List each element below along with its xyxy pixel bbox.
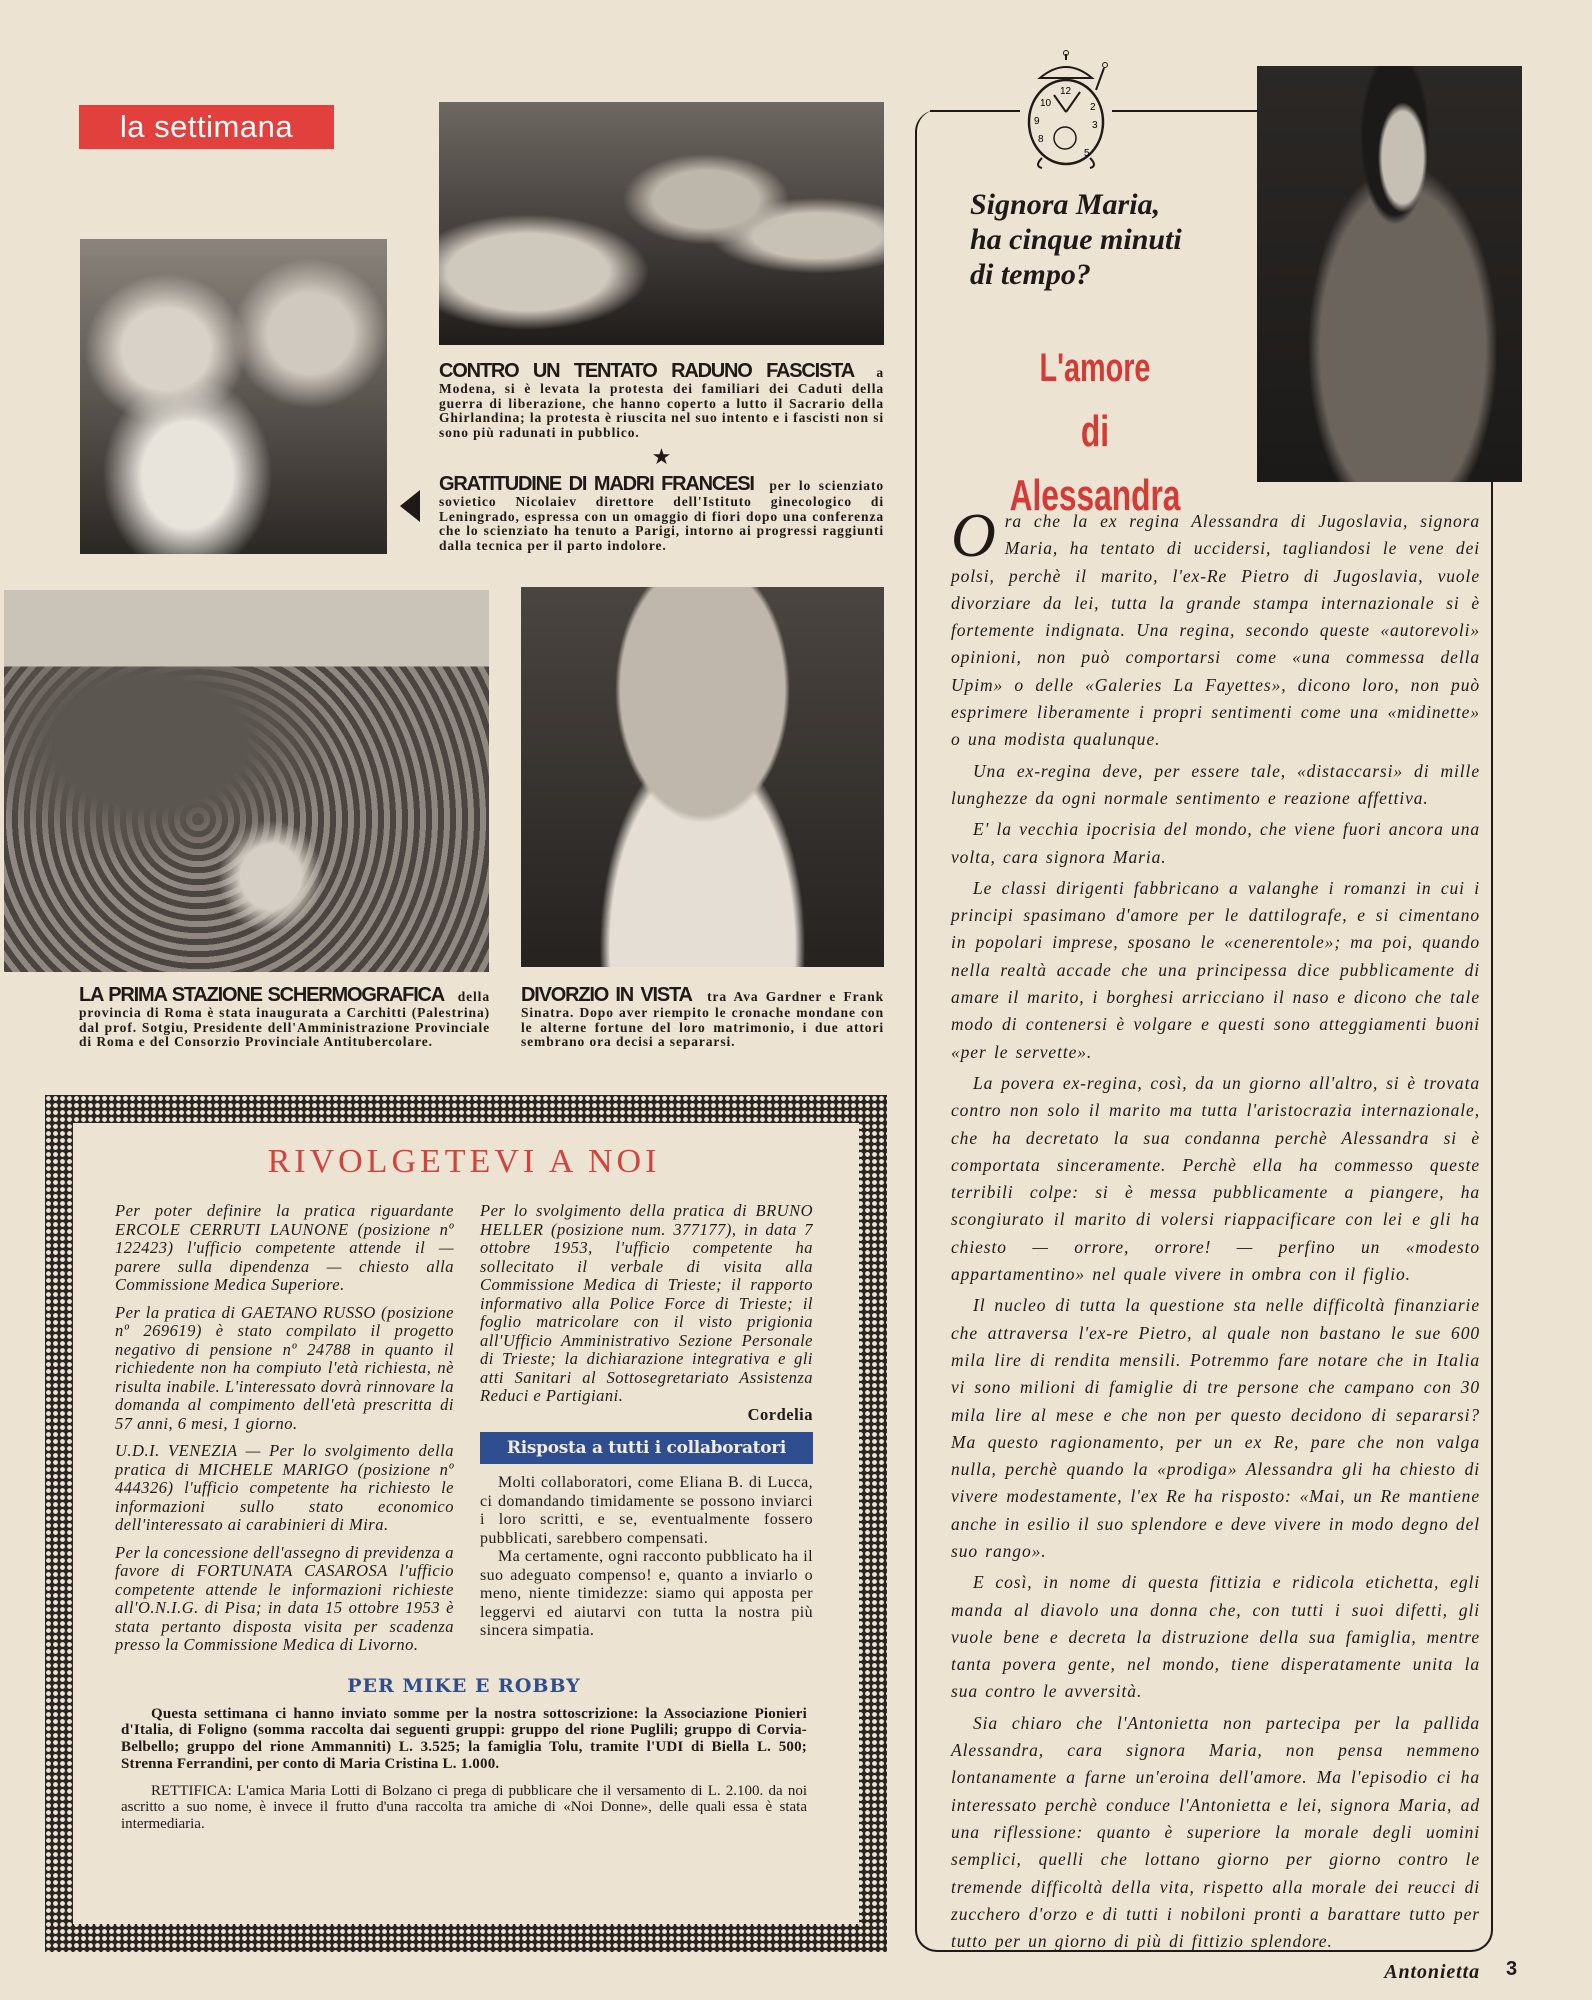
divider <box>1112 110 1257 112</box>
svg-text:2: 2 <box>1090 102 1096 113</box>
svg-text:9: 9 <box>1034 116 1040 127</box>
page-number: 3 <box>1506 1958 1518 1980</box>
caption-headline: CONTRO UN TENTATO RADUNO FASCISTA <box>439 360 854 382</box>
column-kicker <box>970 187 1182 292</box>
caption-text: per lo scienziato sovietico Nicolaiev direttore dell'Istituto ginecologico di Leningrado, espressa con un omaggio di fiori dopo una conferenza che lo scienziato ha tenuto a Parigi, intorno ai progressi raggiunti dalla tecnica per il parto indolore. <box>439 477 884 553</box>
photo-crowd-station <box>4 590 489 972</box>
risposta-text <box>480 1474 813 1641</box>
article-paragraph: Una ex-regina deve, per essere tale, «distaccarsi» di mille lunghezze da ogni normale sentimento e reazione affettiva. <box>951 760 1480 808</box>
title-line: di Alessandra <box>1009 407 1181 520</box>
svg-text:8: 8 <box>1038 134 1044 145</box>
article-paragraph: Sia chiaro che l'Antonietta non partecipa per la pallida Alessandra, cara signora Maria, non pensa nemmeno lontanamente a farne un'eroina dell'amore. Ma l'episodio ci ha interessato perchè conduce l'Antonietta e lei, signora Maria, ad una riflessione: quanto è superiore la morale degli uomini semplici, quelli che lottano giorno per giorno contro le tremende difficoltà della vita, rispetto alla morale dei reucci di zucchero d'orzo e di tutti i nobiloni pronti a barattare tutto per tutto per un giorno di più di fittizio splendore. <box>951 1712 1480 1952</box>
star-icon: ★ <box>651 443 672 469</box>
caption-text: a Modena, si è levata la protesta dei familiari dei Caduti della guerra di liberazione, che hanno coperto a lutto il Sacrario della Ghirlandina; la protesta è riuscita nel suo intento e i fascisti non si sono più radunati in pubblico. <box>439 365 885 441</box>
photo-queen-alessandra <box>1257 66 1522 482</box>
article-body <box>951 502 1480 1985</box>
banner-risposta: Risposta a tutti i collaboratori <box>480 1432 813 1464</box>
divider <box>930 110 1020 112</box>
caption-headline: LA PRIMA STAZIONE SCHERMOGRAFICA <box>79 984 445 1006</box>
caption-text: della provincia di Roma è stata inaugurata a Carchitti (Palestrina) dal prof. Sotgiu, Presidente dell'Amministrazione Provinciale di Roma e del Consorzio Provinciale Antitubercolare. <box>79 989 490 1050</box>
box-content <box>115 1140 813 1833</box>
rettifica-text: RETTIFICA: L'amica Maria Lotti di Bolzano ci prega di pubblicare che il versamento di L. 2.100. da noi ascritto a suo nome, è invece il frutto d'una raccolta tra amiche di «Noi Donne», delle quali essa è stata intermediaria. <box>121 1782 807 1833</box>
caption-x-ray-station <box>79 984 490 1050</box>
box-paragraph: Per la concessione dell'assegno di previdenza a favore di FORTUNATA CASAROSA l'ufficio competente attende le informazioni richieste all'O.N.I.G. di Pisa; in data 15 ottobre 1953 è stata pertanto disposta visita per scadenza presso la Commissione Medica di Livorno. <box>115 1542 454 1654</box>
arrow-left-icon <box>400 490 420 522</box>
paragraph-text: ra che la ex regina Alessandra di Jugoslavia, signora Maria, ha tentato di uccidersi, tagliandosi le vene dei polsi, perchè il marito, l'ex-Re Pietro di Jugoslavia, vuole divorziare da lei, tutta la grande stampa internazionale si è fortemente indignata. Una regina, secondo queste «autorevoli» opinioni, non può comportarsi come «una commessa della Upim» o delle «Galeries La Fayettes», dicono loro, non può esprimere liberamente i propri sentimenti come una «midinette» o una modista qualunque. <box>951 511 1480 750</box>
box-left-column <box>115 1202 454 1664</box>
caption-headline: GRATITUDINE DI MADRI FRANCESI <box>439 472 754 495</box>
drop-cap: O <box>951 502 997 570</box>
title-line: L'amore <box>1039 346 1151 390</box>
kicker-line: di tempo? <box>970 258 1091 291</box>
article-paragraph <box>951 502 1480 754</box>
article-paragraph: Le classi dirigenti fabbricano a valanghe i romanzi in cui i principi spasimano d'amore per le dattilografe, e si cimentano in popolari imprese, sposano le «cenerentole»; ma poi, quando nella realtà accade che una principessa dice pubblicamente di amare il marito, i borghesi arricciano il naso e dicono che tale modo di contenersi è volgare e questi sono atteggiamenti buoni «per le servette». <box>951 877 1480 1062</box>
alarm-clock-icon <box>1018 50 1114 172</box>
risposta-paragraph: Ma certamente, ogni racconto pubblicato ha il suo adeguato compenso! e, quanto a inviarlo o meno, niente timidezze: siamo qui apposta per leggervi ed aiutarvi con tutta la nostra più sincera simpatia. <box>480 1548 813 1639</box>
caption-text: tra Ava Gardner e Frank Sinatra. Dopo aver riempito le cronache mondane con le alterne fortune del loro matrimonio, i due attori sembrano ora decisi a separarsi. <box>521 989 885 1050</box>
svg-text:5: 5 <box>1084 148 1090 159</box>
article-paragraph: La povera ex-regina, così, da un giorno all'altro, si è trovata contro non solo il marito ma tutta l'aristocrazia internazionale, che ha decretato la sua condanna perchè Alessandra si è comportata sinceramente. Perchè ella ha commesso queste terribili colpe: si è messa pubblicamente a piangere, ha scongiurato il marito di volersi riappacificare con lei e gli ha chiesto — orrore, orrore! — perfino un «modesto appartamentino» nel quale vivere in ombra con il figlio. <box>951 1072 1480 1285</box>
caption-divorce <box>521 984 884 1050</box>
photo-ava-gardner <box>521 587 884 967</box>
article-paragraph: Il nucleo di tutta la questione sta nelle difficoltà finanziarie che attraversa l'ex-re Pietro, al quale non bastano le sue 600 mila lire di rendita mensili. Potremmo fare notare che in Italia vi sono milioni di famiglie di tre persone che campano con 30 mila lire al mese e che non per questo decidono di separarsi? Ma questo ragionamento, per un ex Re, pare che non valga nulla, perchè quando la «prodiga» Alessandra gli ha chiesto di vivere modestamente, l'ex Re ha risposto: «Mai, un Re mantiene anche in esilio il suo splendore e deve vivere in modo degno del suo rango». <box>951 1295 1480 1561</box>
risposta-paragraph: Molti collaboratori, come Eliana B. di Lucca, ci domandando timidamente se possono inviarci i loro scritti, e se, eventualmente fossero pubblicati, sarebbero compensati. <box>480 1474 813 1547</box>
kicker-line: Signora Maria, <box>970 188 1161 221</box>
caption-fascist-rally <box>439 360 884 441</box>
box-title: RIVOLGETEVI A NOI <box>267 1143 661 1180</box>
kicker-line: ha cinque minuti <box>970 223 1182 256</box>
svg-text:3: 3 <box>1092 120 1098 131</box>
top-captions <box>439 360 884 554</box>
box-paragraph: U.D.I. VENEZIA — Per lo svolgimento della pratica di MICHELE MARIGO (posizione nº 444326) l'ufficio competente ha richiesto le informazioni sullo stato economico dell'interessato ai carabinieri di Mira. <box>115 1441 454 1534</box>
section-label: la settimana <box>79 105 334 149</box>
mike-robby-heading: PER MIKE E ROBBY <box>347 1674 581 1697</box>
author-signature: Antonietta <box>1384 1961 1480 1984</box>
article-paragraph: E' la vecchia ipocrisia del mondo, che viene fuori ancora una volta, cara signora Maria. <box>951 819 1480 867</box>
article-title <box>998 336 1192 528</box>
svg-text:12: 12 <box>1060 86 1072 97</box>
box-signature: Cordelia <box>747 1404 813 1424</box>
box-paragraph: Per lo svolgimento della pratica di BRUNO HELLER (posizione num. 377177), in data 7 ottobre 1953, l'ufficio competente ha sollecitato il verbale di visita alla Commissione Medica di Trieste; il rapporto informativo alla Police Force di Trieste; il foglio matricolare con il visto prigionia all'Ufficio Amministrativo Sezione Personale di Trieste; la dichiarazione integrativa e gli atti Sanitari al Sottosegretariato Assistenza Reduci e Partigiani. <box>480 1201 813 1405</box>
box-right-column <box>480 1202 813 1664</box>
box-paragraph: Per poter definire la pratica riguardante ERCOLE CERRUTI LAUNONE (posizione nº 122423) l'ufficio competente attende il — parere sulla dipendenza — chiesto alla Commissione Medica Superiore. <box>115 1201 454 1294</box>
photo-umbrellas-protest <box>439 102 884 345</box>
photo-flowers-scientist <box>80 239 387 554</box>
mike-robby-text: Questa settimana ci hanno inviato somme per la nostra sottoscrizione: la Associazione Pionieri d'Italia, di Foligno (somma raccolta dai seguenti gruppi: gruppo del rione Puglili; gruppo di Corvia-Belbello; gruppo del rione Ammanniti) L. 3.525; la famiglia Tolu, tramite l'UDI di Biella L. 500; Strenna Ferrandini, per conto di Maria Cristina L. 1.000. <box>121 1705 807 1772</box>
article-paragraph: E così, in nome di questa fittizia e ridicola etichetta, egli manda al diavolo una donna che, con tutti i suoi difetti, gli vuole bene e decreta la distruzione della sua famiglia, mentre tanta povera gente, nel mondo, tiene disperatamente unita la sua contro le avversità. <box>951 1572 1480 1702</box>
svg-text:10: 10 <box>1040 98 1052 109</box>
caption-french-mothers <box>439 473 884 554</box>
caption-headline: DIVORZIO IN VISTA <box>521 984 692 1006</box>
box-paragraph: Per la pratica di GAETANO RUSSO (posizione nº 269619) è stato compilato il progetto negativo di pensione nº 24788 in quanto il richiedente non ha compiuto l'età richiesta, nè risulta inabile. L'interessato dovrà rinnovare la domanda al compimento dell'età prescritta di 57 anni, 6 mesi, 1 giorno. <box>115 1302 454 1433</box>
